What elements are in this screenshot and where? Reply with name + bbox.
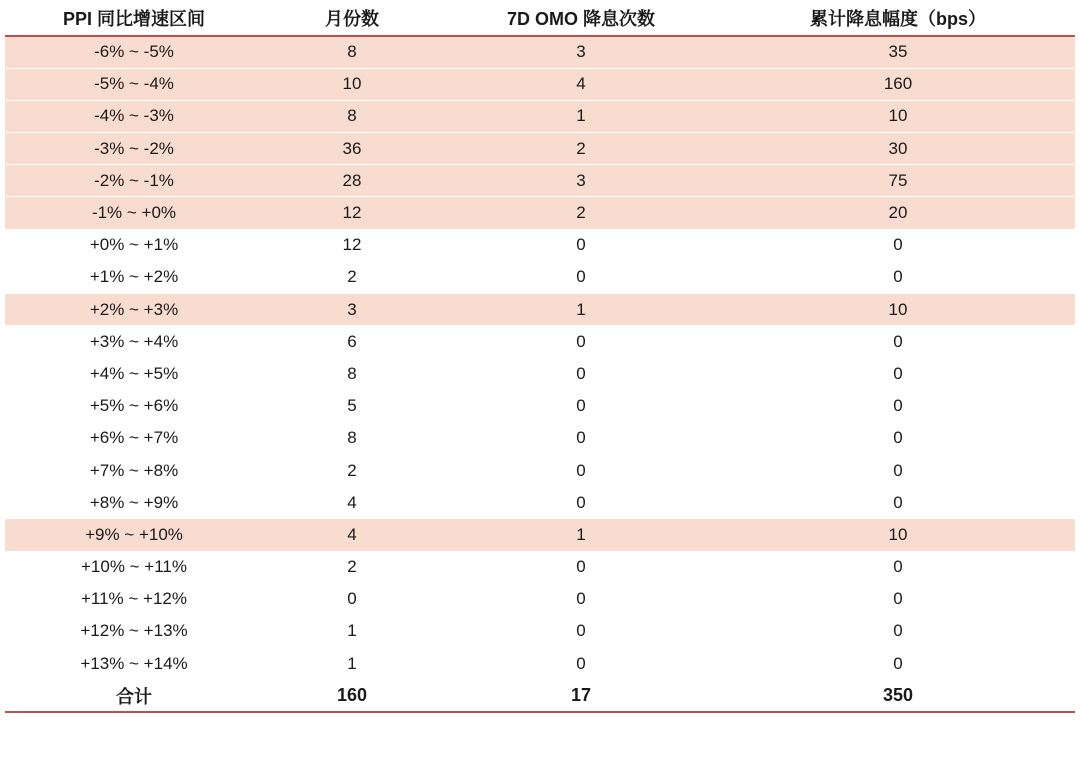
- table-row: [5, 422, 1075, 454]
- table-row: [5, 261, 1075, 293]
- table-row: [5, 229, 1075, 261]
- ppi-rate-cut-table: [5, 0, 1075, 713]
- table-row: [5, 100, 1075, 132]
- cell-ppi-range: +8% ~ +9%: [5, 487, 263, 519]
- total-row: [5, 680, 1075, 712]
- cell-omo-cuts: 3: [441, 165, 721, 197]
- cell-omo-cuts: 1: [441, 100, 721, 132]
- cell-ppi-range: +0% ~ +1%: [5, 229, 263, 261]
- total-label: 合计: [5, 680, 263, 712]
- cell-omo-cuts: 1: [441, 519, 721, 551]
- table-row: [5, 68, 1075, 100]
- cell-ppi-range: -6% ~ -5%: [5, 36, 263, 68]
- cell-cumulative-bps: 35: [721, 36, 1075, 68]
- cell-months: 12: [263, 197, 441, 229]
- cell-ppi-range: +1% ~ +2%: [5, 261, 263, 293]
- cell-ppi-range: +10% ~ +11%: [5, 551, 263, 583]
- cell-cumulative-bps: 0: [721, 422, 1075, 454]
- cell-months: 4: [263, 487, 441, 519]
- cell-omo-cuts: 0: [441, 326, 721, 358]
- cell-cumulative-bps: 0: [721, 487, 1075, 519]
- cell-omo-cuts: 0: [441, 390, 721, 422]
- table-row: [5, 519, 1075, 551]
- cell-omo-cuts: 0: [441, 454, 721, 486]
- cell-cumulative-bps: 10: [721, 519, 1075, 551]
- header-ppi-range: PPI 同比增速区间: [5, 0, 263, 36]
- cell-months: 28: [263, 165, 441, 197]
- cell-omo-cuts: 0: [441, 487, 721, 519]
- cell-months: 8: [263, 100, 441, 132]
- cell-ppi-range: -3% ~ -2%: [5, 133, 263, 165]
- cell-cumulative-bps: 20: [721, 197, 1075, 229]
- cell-months: 1: [263, 615, 441, 647]
- header-omo-cuts: 7D OMO 降息次数: [441, 0, 721, 36]
- cell-omo-cuts: 0: [441, 648, 721, 680]
- cell-cumulative-bps: 0: [721, 648, 1075, 680]
- cell-months: 2: [263, 551, 441, 583]
- cell-ppi-range: +6% ~ +7%: [5, 422, 263, 454]
- cell-months: 8: [263, 422, 441, 454]
- cell-cumulative-bps: 0: [721, 454, 1075, 486]
- table-row: [5, 326, 1075, 358]
- table-row: [5, 294, 1075, 326]
- cell-omo-cuts: 0: [441, 261, 721, 293]
- cell-omo-cuts: 3: [441, 36, 721, 68]
- total-months: 160: [263, 680, 441, 712]
- cell-months: 0: [263, 583, 441, 615]
- cell-cumulative-bps: 0: [721, 261, 1075, 293]
- cell-omo-cuts: 2: [441, 133, 721, 165]
- cell-cumulative-bps: 10: [721, 100, 1075, 132]
- cell-cumulative-bps: 160: [721, 68, 1075, 100]
- cell-months: 2: [263, 454, 441, 486]
- header-cumulative-bps: 累计降息幅度（bps）: [721, 0, 1075, 36]
- table-row: [5, 583, 1075, 615]
- cell-cumulative-bps: 10: [721, 294, 1075, 326]
- cell-months: 6: [263, 326, 441, 358]
- cell-cumulative-bps: 0: [721, 358, 1075, 390]
- cell-months: 8: [263, 358, 441, 390]
- table-row: [5, 133, 1075, 165]
- cell-cumulative-bps: 30: [721, 133, 1075, 165]
- table-row: [5, 487, 1075, 519]
- cell-omo-cuts: 0: [441, 422, 721, 454]
- table-row: [5, 197, 1075, 229]
- cell-cumulative-bps: 0: [721, 229, 1075, 261]
- cell-omo-cuts: 0: [441, 583, 721, 615]
- cell-months: 12: [263, 229, 441, 261]
- cell-ppi-range: +7% ~ +8%: [5, 454, 263, 486]
- cell-ppi-range: +3% ~ +4%: [5, 326, 263, 358]
- cell-omo-cuts: 0: [441, 615, 721, 647]
- cell-ppi-range: +11% ~ +12%: [5, 583, 263, 615]
- cell-months: 5: [263, 390, 441, 422]
- cell-omo-cuts: 2: [441, 197, 721, 229]
- cell-cumulative-bps: 0: [721, 326, 1075, 358]
- table-row: [5, 551, 1075, 583]
- total-bps: 350: [721, 680, 1075, 712]
- cell-omo-cuts: 1: [441, 294, 721, 326]
- cell-months: 36: [263, 133, 441, 165]
- cell-ppi-range: -5% ~ -4%: [5, 68, 263, 100]
- table-row: [5, 165, 1075, 197]
- header-row: [5, 0, 1075, 36]
- table-body: [5, 36, 1075, 712]
- cell-ppi-range: +13% ~ +14%: [5, 648, 263, 680]
- cell-ppi-range: +5% ~ +6%: [5, 390, 263, 422]
- table-row: [5, 615, 1075, 647]
- cell-cumulative-bps: 0: [721, 583, 1075, 615]
- cell-cumulative-bps: 0: [721, 551, 1075, 583]
- table-row: [5, 390, 1075, 422]
- cell-omo-cuts: 0: [441, 358, 721, 390]
- cell-cumulative-bps: 75: [721, 165, 1075, 197]
- table-row: [5, 648, 1075, 680]
- cell-ppi-range: -4% ~ -3%: [5, 100, 263, 132]
- cell-ppi-range: +4% ~ +5%: [5, 358, 263, 390]
- table-row: [5, 454, 1075, 486]
- cell-months: 8: [263, 36, 441, 68]
- cell-cumulative-bps: 0: [721, 615, 1075, 647]
- table-row: [5, 358, 1075, 390]
- cell-ppi-range: +12% ~ +13%: [5, 615, 263, 647]
- cell-ppi-range: +2% ~ +3%: [5, 294, 263, 326]
- cell-omo-cuts: 4: [441, 68, 721, 100]
- cell-months: 3: [263, 294, 441, 326]
- cell-months: 2: [263, 261, 441, 293]
- cell-months: 10: [263, 68, 441, 100]
- cell-ppi-range: -1% ~ +0%: [5, 197, 263, 229]
- cell-months: 1: [263, 648, 441, 680]
- total-cuts: 17: [441, 680, 721, 712]
- cell-ppi-range: -2% ~ -1%: [5, 165, 263, 197]
- cell-months: 4: [263, 519, 441, 551]
- table-row: [5, 36, 1075, 68]
- cell-ppi-range: +9% ~ +10%: [5, 519, 263, 551]
- table-header: [5, 0, 1075, 36]
- cell-cumulative-bps: 0: [721, 390, 1075, 422]
- cell-omo-cuts: 0: [441, 551, 721, 583]
- header-months: 月份数: [263, 0, 441, 36]
- cell-omo-cuts: 0: [441, 229, 721, 261]
